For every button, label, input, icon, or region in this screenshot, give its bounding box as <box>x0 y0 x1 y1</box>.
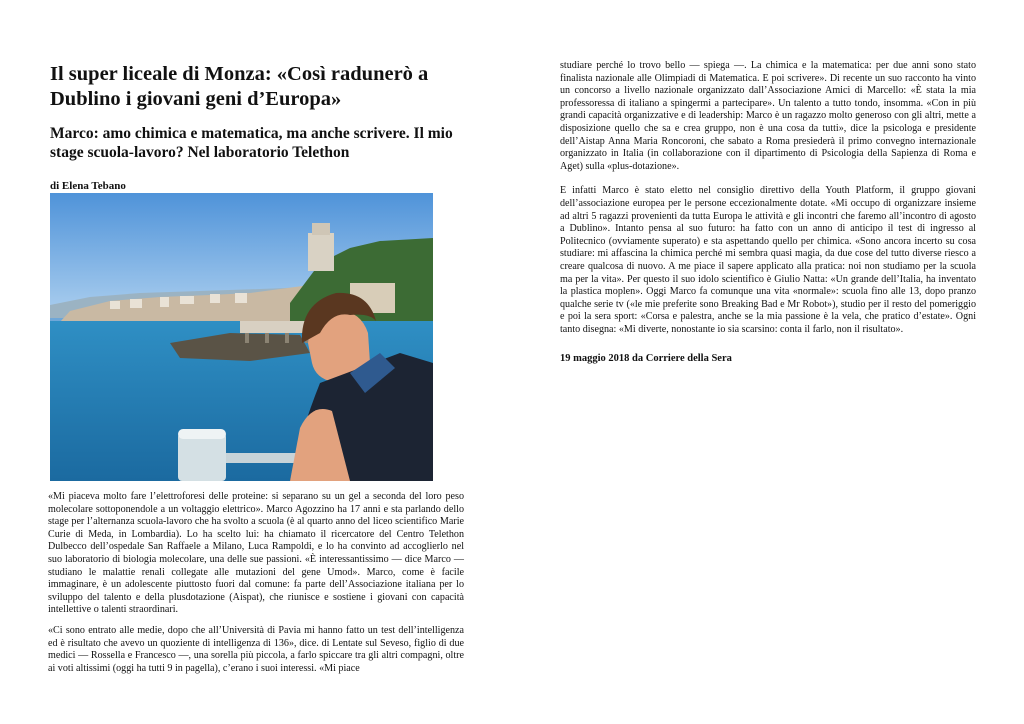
article-source: 19 maggio 2018 da Corriere della Sera <box>560 353 732 365</box>
photo-coastline-boy-icon <box>50 193 433 481</box>
paragraph: «Mi piaceva molto fare l’elettroforesi delle proteine: si separano su un gel a seconda del loro peso molecolare sottoponendole a un voltaggio elettrico». Marco Agozzino ha 17 anni e sta parlando dello stage per l’alternanza scuola-lavoro che ha svolto a scuola (è al quarto anno del liceo scientifico Marie Curie di Meda, in Lombardia). Lo ha scelto lui: ha chiamato il ricercatore del Centro Telethon Dulbecco dell’ospedale San Raffaele a Milano, Luca Rampoldi, e lo ha convinto ad accoglierlo nel suo laboratorio di biologia molecolare, una delle sue passioni. «È interessantissimo — dice Marco — studiano le malattie renali collegate alle mutazioni del gene Umod». Marco, come è facile immaginare, è un adolescente piuttosto fuori dal comune: fa parte dell’Associazione italiana per lo sviluppo del talento e della plusdotazione (Aispat), che riunisce e sostiene i giovani con capacità intellettive o talenti straordinari. <box>48 491 464 616</box>
paragraph: «Ci sono entrato alle medie, dopo che all’Università di Pavia mi hanno fatto un test dell’intelligenza ed è risultato che avevo un quoziente di intelligenza di 136», dice. di Lentate sul Seveso, figlio di due medici — Rossella e Francesco —, una sorella più piccola, a farlo spiccare tra gli altri compagni, oltre ai voti altissimi (oggi ha tutti 9 in pagella), c’erano i suoi interessi. «Mi piace <box>48 625 464 674</box>
article-title: Il super liceale di Monza: «Così radunerò a Dublino i giovani geni d’Europa» <box>50 63 429 110</box>
article-photo <box>50 193 433 481</box>
article-byline: di Elena Tebano <box>50 180 126 192</box>
paragraph: E infatti Marco è stato eletto nel consiglio direttivo della Youth Platform, il gruppo giovani dell’associazione europea per le persone eccezionalmente dotate. «Mi occupo di organizzare insieme ad altri 5 ragazzi provenienti da tutta Europa le attività e gli incontri che faremo all’incontro di agosto a Dublino». Intanto pensa al suo futuro: ha fatto con un anno di anticipo il test di ingresso al Politecnico (ovviamente superato) e sta aspettando quello per chimica. «Sono ancora incerto su cosa studiare: mi affascina la chimica perché mi sembra quasi magia, da due cose del tutto diverse riesco a creare qualcosa di nuovo. A me piace il sapere applicato alla pratica: noi non studiamo per la scuola ma per la vita». Per questo il suo idolo scientifico è Giulio Natta: «Un grande dell’Italia, ha inventato la plastica moplen». Oggi Marco fa comunque una vita «normale»: scuola fino alle 13, dopo pranzo qualche serie tv («le mie preferite sono Breaking Bad e Mr Robot»), studio per il resto del pomeriggio e poi la sera sport: «Corsa e palestra, anche se la mia passione è la vela, che pratico d’estate». Ogni tanto disegna: «Mi diverte, nonostante io sia scarsino: conta il farlo, non il risultato». <box>560 185 976 335</box>
left-column <box>48 62 464 674</box>
paragraph: studiare perché lo trovo bello — spiega —. La chimica e la matematica: per due anni sono stato finalista nazionale alle Olimpiadi di Matematica. E poi scrivere». Di recente un suo racconto ha vinto un concorso a livello nazionale organizzato dall’Associazione Amici di Marcello: «È stata la mia professoressa di italiano a spingermi a partecipare». Un talento a tutto tondo, insomma. «Con in più grandi capacità organizzative e di leadership: Marco è un ragazzo molto generoso con gli altri, mette a disposizione quello che sa e crea gruppo, non è una cosa da tutti», dice la psicologa e presidente dell’Aistap Anna Maria Roncoroni, che sabato a Roma presiederà il primo convegno internazionale organizzato in Italia (in collaborazione con il dipartimento di Psicologia della Sapienza di Roma e Aget) sulla «plus-dotazione». <box>560 60 976 172</box>
right-column <box>560 60 976 364</box>
article-subtitle: Marco: amo chimica e matematica, ma anche scrivere. Il mio stage scuola-lavoro? Nel laboratorio Telethon <box>50 125 453 161</box>
